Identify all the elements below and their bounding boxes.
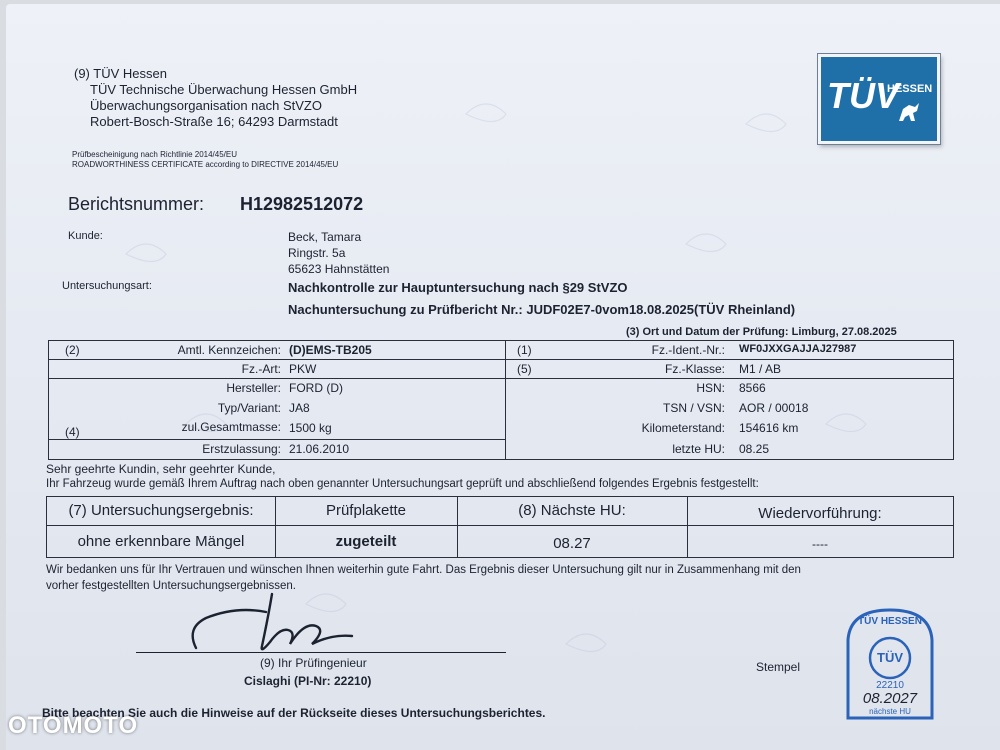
- vin: WF0JXXGAJJAJ27987: [739, 343, 857, 355]
- result-value: ohne erkennbare Mängel: [77, 533, 245, 550]
- logo-tuv-text: TÜV: [827, 75, 899, 116]
- maker-label: Hersteller:: [226, 381, 281, 395]
- certificate-title-en: ROADWORTHINESS CERTIFICATE according to DIRECTIVE 2014/45/EU: [72, 160, 339, 169]
- followup-inspection: Nachuntersuchung zu Prüfbericht Nr.: JUDF02E7-0vom18.08.2025(TÜV Rheinland): [288, 302, 796, 317]
- thanks-line-1: Wir bedanken uns für Ihr Vertrauen und wünschen Ihnen weiterhin gute Fahrt. Das Ergebnis dieser Untersuchung gilt nur in Zusammenhang mit den: [46, 564, 801, 576]
- customer-street: Ringstr. 5a: [288, 246, 346, 260]
- hsn: 8566: [739, 381, 766, 395]
- last-inspection-label: letzte HU:: [672, 442, 725, 456]
- stamp-label: Stempel: [756, 660, 801, 674]
- inspection-place-date: (3) Ort und Datum der Prüfung: Limburg, 27.08.2025: [626, 326, 897, 338]
- stamp-bottom-text: nächste HU: [869, 707, 911, 716]
- variant: JA8: [289, 401, 310, 415]
- issuer-line-4: Robert-Bosch-Straße 16; 64293 Darmstadt: [90, 114, 338, 129]
- re-presentation-header: Wiedervorführung:: [758, 505, 882, 522]
- tuv-hessen-logo: [818, 54, 940, 144]
- maker: FORD (D): [289, 381, 343, 395]
- report-number-label: Berichtsnummer:: [68, 194, 205, 214]
- hsn-label: HSN:: [696, 381, 725, 395]
- sticker-value: zugeteilt: [335, 533, 397, 550]
- footer-note: Bitte beachten Sie auch die Hinweise auf der Rückseite dieses Untersuchungsberichtes.: [42, 706, 546, 720]
- customer-name: Beck, Tamara: [288, 230, 362, 244]
- mileage-label: Kilometerstand:: [641, 421, 725, 435]
- next-inspection-date: 08.27: [553, 535, 591, 552]
- plate-label: Amtl. Kennzeichen:: [177, 343, 281, 357]
- issuer-line-1: (9) TÜV Hessen: [74, 66, 167, 81]
- next-inspection-header: (8) Nächste HU:: [518, 502, 626, 519]
- stamp-code: 22210: [876, 680, 904, 691]
- issuer-line-2: TÜV Technische Überwachung Hessen GmbH: [90, 82, 358, 97]
- first-registration-label: Erstzulassung:: [202, 442, 281, 456]
- lion-icon: [895, 99, 923, 125]
- gross-mass-label: zul.Gesamtmasse:: [181, 420, 281, 434]
- logo-hessen-text: HESSEN: [887, 83, 933, 95]
- customer-city: 65623 Hahnstätten: [288, 262, 390, 276]
- tsn: AOR / 00018: [739, 401, 809, 415]
- marker-4: (4): [65, 425, 80, 439]
- vehicle-type: PKW: [289, 362, 317, 376]
- greeting: Sehr geehrte Kundin, sehr geehrter Kunde,: [46, 462, 276, 476]
- sticker-header: Prüfplakette: [325, 502, 407, 519]
- marker-1: (1): [517, 343, 532, 357]
- mileage: 154616 km: [739, 421, 799, 435]
- marker-2: (2): [65, 343, 80, 357]
- issuer-block: [74, 66, 357, 130]
- tsn-label: TSN / VSN:: [662, 401, 725, 415]
- issuer-line-3: Überwachungsorganisation nach StVZO: [90, 98, 322, 113]
- vehicle-class-label: Fz.-Klasse:: [664, 362, 725, 376]
- vehicle-type-label: Fz.-Art:: [241, 362, 281, 376]
- inspection-type-label: Untersuchungsart:: [62, 280, 152, 292]
- license-plate: (D)EMS-TB205: [289, 343, 372, 357]
- gross-mass: 1500 kg: [289, 421, 332, 435]
- certificate-title-de: Prüfbescheinigung nach Richtlinie 2014/45/EU: [72, 150, 237, 159]
- customer-label: Kunde:: [68, 230, 103, 242]
- thanks-line-2: vorher festgestellten Untersuchungsergebnissen.: [46, 580, 296, 592]
- re-presentation-value: ----: [812, 537, 828, 551]
- report-number: H12982512072: [240, 194, 364, 214]
- last-inspection: 08.25: [739, 442, 770, 456]
- inspection-report-paper: [6, 4, 1000, 750]
- result-statement: Ihr Fahrzeug wurde gemäß Ihrem Auftrag nach oben genannter Untersuchungsart geprüft und abschließend folgendes Ergebnis festgestellt:: [46, 478, 759, 490]
- variant-label: Typ/Variant:: [217, 401, 281, 415]
- stamp-center-text: TÜV: [877, 650, 903, 665]
- engineer-label: (9) Ihr Prüfingenieur: [260, 656, 367, 670]
- vehicle-class: M1 / AB: [739, 362, 782, 376]
- inspection-type: Nachkontrolle zur Hauptuntersuchung nach §29 StVZO: [288, 280, 628, 295]
- vin-label: Fz.-Ident.-Nr.:: [651, 343, 725, 357]
- first-registration: 21.06.2010: [289, 442, 350, 456]
- stamp-top-text: TÜV HESSEN: [858, 616, 922, 627]
- results-table: [46, 496, 954, 558]
- marker-5: (5): [517, 362, 532, 376]
- result-header: (7) Untersuchungsergebnis:: [68, 502, 254, 519]
- stamp-date: 08.2027: [862, 690, 918, 707]
- vehicle-data-table: [48, 340, 954, 460]
- otomoto-watermark-logo: OTOMOTO: [8, 712, 139, 739]
- engineer-signature: [176, 588, 396, 658]
- engineer-name: Cislaghi (PI-Nr: 22210): [244, 674, 372, 688]
- tuv-stamp: [842, 606, 938, 724]
